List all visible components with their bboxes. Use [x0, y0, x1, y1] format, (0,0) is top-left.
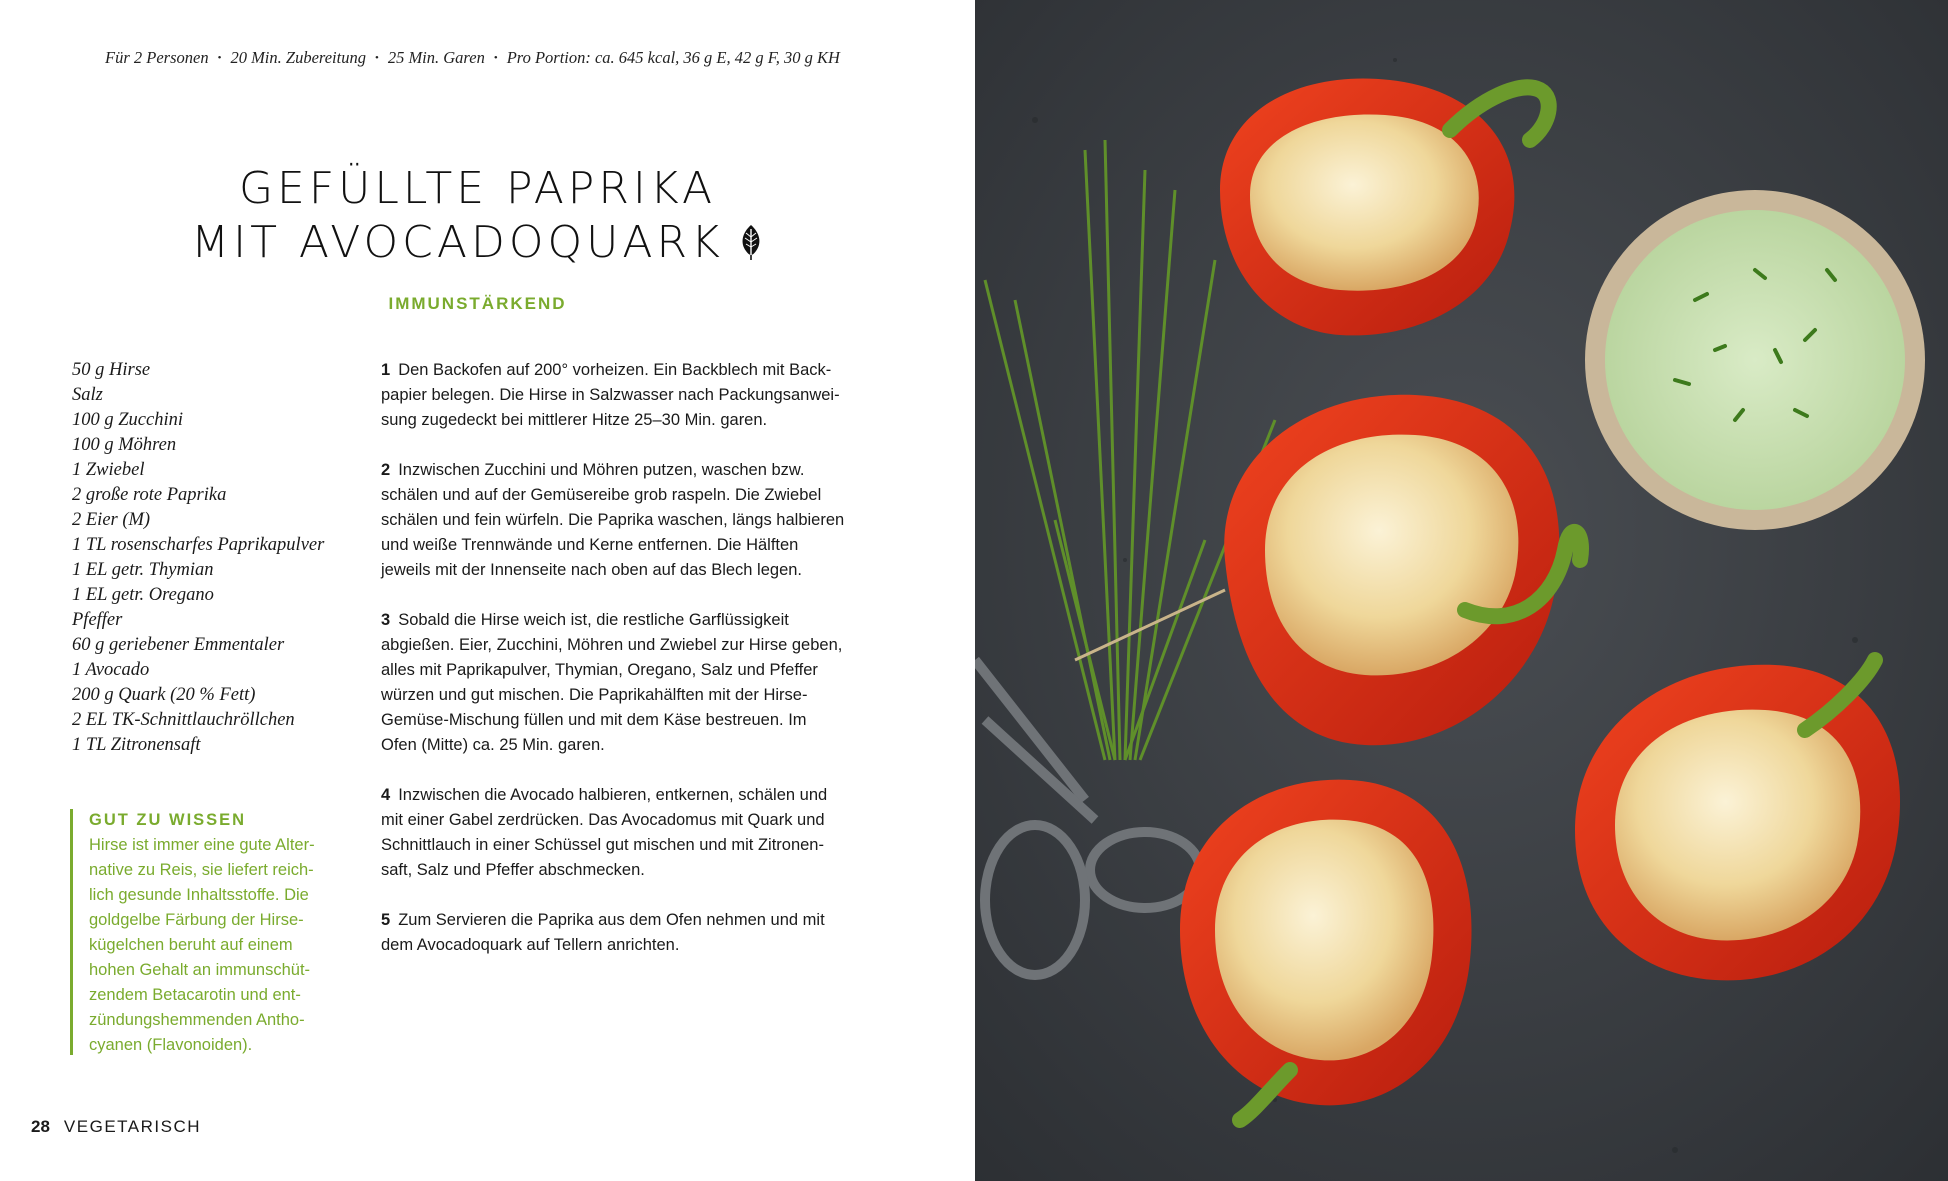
- step-line: mit einer Gabel zerdrücken. Das Avocadomus mit Quark und: [381, 811, 825, 829]
- recipe-title-line-1: GEFÜLLTE PAPRIKA: [238, 163, 717, 214]
- step-text: Sobald die Hirse weich ist, die restliche Garflüssigkeit: [398, 611, 789, 629]
- step-number: 1: [381, 361, 391, 379]
- leaf-icon: [738, 223, 764, 261]
- section-name: VEGETARISCH: [63, 1117, 202, 1136]
- step-number: 5: [381, 911, 391, 929]
- step-line: und weiße Trennwände und Kerne entfernen. Die Hälften: [381, 536, 799, 554]
- nutrition-info: Pro Portion: ca. 645 kcal, 36 g E, 42 g F, 30 g KH: [506, 48, 840, 67]
- step-number: 2: [381, 461, 391, 479]
- step-line: alles mit Paprikapulver, Thymian, Oregano, Salz und Pfeffer: [381, 661, 818, 679]
- step-number: 4: [381, 786, 391, 804]
- tip-heading: GUT ZU WISSEN: [89, 811, 247, 829]
- step-line: [381, 608, 901, 633]
- meta-separator: •: [493, 52, 498, 64]
- ingredient-list: [72, 358, 372, 758]
- ingredient-item: 1 Avocado: [72, 660, 150, 680]
- step-line: Schnittlauch in einer Schüssel gut mischen und mit Zitronen-: [381, 836, 824, 854]
- tip-line: Hirse ist immer eine gute Alter-: [89, 836, 315, 854]
- tip-line: cyanen (Flavonoiden).: [89, 1036, 253, 1054]
- recipe-title: [120, 162, 835, 270]
- tip-line: native zu Reis, sie liefert reich-: [89, 861, 314, 879]
- step-text: Den Backofen auf 200° vorheizen. Ein Backblech mit Back-: [398, 361, 832, 379]
- ingredient-item: 2 EL TK-Schnittlauchröllchen: [72, 710, 295, 730]
- step-line: [381, 458, 901, 483]
- ingredient-item: 1 TL rosenscharfes Paprikapulver: [72, 535, 325, 555]
- step-line: [381, 908, 901, 933]
- page-footer: [31, 1117, 201, 1137]
- step-text: Zum Servieren die Paprika aus dem Ofen nehmen und mit: [398, 911, 825, 929]
- step-1: [381, 358, 901, 433]
- tip-line: goldgelbe Färbung der Hirse-: [89, 911, 304, 929]
- step-line: papier belegen. Die Hirse in Salzwasser nach Packungsanwei-: [381, 386, 840, 404]
- page-number: 28: [31, 1117, 50, 1136]
- step-5: [381, 908, 901, 958]
- stuffed-peppers-photo: [975, 0, 1948, 1181]
- tip-line: kügelchen beruht auf einem: [89, 936, 293, 954]
- step-line: Ofen (Mitte) ca. 25 Min. garen.: [381, 736, 605, 754]
- step-line: schälen und auf der Gemüsereibe grob raspeln. Die Zwiebel: [381, 486, 822, 504]
- avocado-dip-bowl: [1585, 190, 1925, 530]
- step-line: saft, Salz und Pfeffer abschmecken.: [381, 861, 645, 879]
- step-2: [381, 458, 901, 583]
- ingredient-item: 100 g Zucchini: [72, 410, 183, 430]
- ingredient-item: 1 EL getr. Thymian: [72, 560, 214, 580]
- cook-time: 25 Min. Garen: [387, 48, 485, 67]
- ingredient-item: 100 g Möhren: [72, 435, 177, 455]
- ingredient-item: Salz: [72, 385, 103, 405]
- step-line: [381, 783, 901, 808]
- ingredient-item: 2 Eier (M): [72, 510, 151, 530]
- ingredient-item: 2 große rote Paprika: [72, 485, 227, 505]
- recipe-meta-line: [105, 48, 925, 68]
- step-line: schälen und fein würfeln. Die Paprika waschen, längs halbieren: [381, 511, 845, 529]
- ingredient-item: Pfeffer: [72, 610, 123, 630]
- ingredient-item: 60 g geriebener Emmentaler: [72, 635, 285, 655]
- step-line: jeweils mit der Innenseite nach oben auf das Blech legen.: [381, 561, 803, 579]
- step-3: [381, 608, 901, 758]
- recipe-title-line-2-text: MIT AVOCADOQUARK: [191, 217, 724, 268]
- meta-separator: •: [374, 52, 379, 64]
- step-4: [381, 783, 901, 883]
- ingredient-item: 200 g Quark (20 % Fett): [72, 685, 256, 705]
- tip-line: zündungshemmenden Antho-: [89, 1011, 305, 1029]
- ingredient-item: 1 TL Zitronensaft: [72, 735, 201, 755]
- ingredient-item: 1 Zwiebel: [72, 460, 145, 480]
- step-line: sung zugedeckt bei mittlerer Hitze 25–30 Min. garen.: [381, 411, 768, 429]
- recipe-title-line-2: [120, 216, 835, 270]
- tip-line: lich gesunde Inhaltsstoffe. Die: [89, 886, 309, 904]
- step-line: Gemüse-Mischung füllen und mit dem Käse bestreuen. Im: [381, 711, 807, 729]
- step-text: Inzwischen die Avocado halbieren, entkernen, schälen und: [398, 786, 828, 804]
- tip-body: [89, 833, 379, 1058]
- ingredient-item: 50 g Hirse: [72, 360, 151, 380]
- meta-separator: •: [217, 52, 222, 64]
- step-line: [381, 358, 901, 383]
- tip-line: hohen Gehalt an immunschüt-: [89, 961, 311, 979]
- right-page: [975, 0, 1948, 1181]
- step-text: Inzwischen Zucchini und Möhren putzen, waschen bzw.: [398, 461, 805, 479]
- tip-box: [70, 809, 379, 1055]
- recipe-subtitle: IMMUNSTÄRKEND: [388, 294, 567, 313]
- tip-line: zendem Betacarotin und ent-: [89, 986, 301, 1004]
- step-line: würzen und gut mischen. Die Paprikahälften mit der Hirse-: [381, 686, 808, 704]
- ingredient-item: 1 EL getr. Oregano: [72, 585, 214, 605]
- step-line: abgießen. Eier, Zucchini, Möhren und Zwiebel zur Hirse geben,: [381, 636, 843, 654]
- servings: Für 2 Personen: [105, 48, 209, 67]
- step-line: dem Avocadoquark auf Tellern anrichten.: [381, 936, 680, 954]
- instruction-steps: [381, 358, 901, 983]
- prep-time: 20 Min. Zubereitung: [230, 48, 366, 67]
- step-number: 3: [381, 611, 391, 629]
